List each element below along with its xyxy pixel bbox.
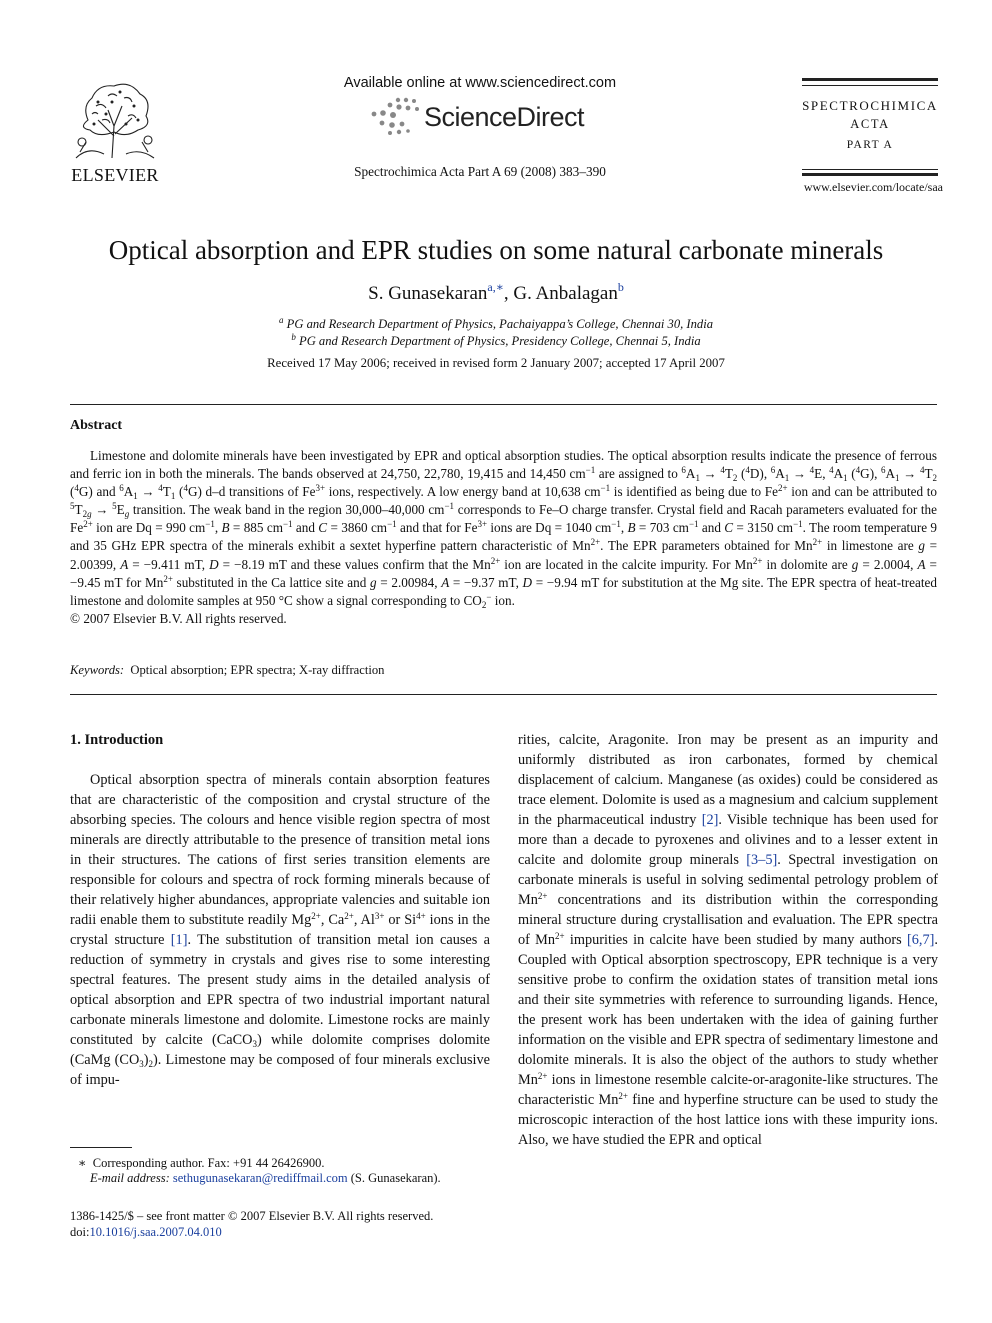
abstract-heading: Abstract (70, 418, 123, 433)
footnote-corresponding (78, 1155, 324, 1171)
elsevier-tree-icon (68, 76, 162, 160)
author-1-affiliation-mark[interactable]: a,∗ (487, 280, 504, 294)
footnote-mark: ∗ (78, 1156, 87, 1170)
article-title: Optical absorption and EPR studies on some natural carbonate minerals (108, 235, 884, 265)
abstract-copyright: © 2007 Elsevier B.V. All rights reserved. (70, 610, 287, 626)
rule-below-keywords (70, 694, 937, 695)
masthead-rule-top2 (802, 85, 938, 86)
keywords-line (70, 663, 384, 678)
affiliation-b-text: PG and Research Department of Physics, Presidency College, Chennai 5, India (299, 334, 701, 348)
abstract-text: Limestone and dolomite minerals have been investigated by EPR and optical absorption studies. The optical absorption results indicate the presence of ferrous and ferric ion in both the minerals. The bands observed at 24,750, 22,780, 19,415 and 14,450 $cm^{-1}$ are assigned to $^6A_1 \to ^4T_2$ ($^4$D), $^6A_1 \to ^4E$, $^4A_1$ ($^4$G), $^6A_1 \to ^4T_2$ ($^4$G) and $^6A_1 \to ^4T_1$ ($^4$G) d–d transitions of $Fe^{3+}$ ions, respectively. A low energy band at 10,638 $cm^{-1}$ is identified as being due to $Fe^{2+}$ ion and can be attributed to $^5T_{2g} \to ^5E_g$ transition. The weak band in the region 30,000–40,000 $cm^{-1}$ corresponds to Fe–O charge transfer. Crystal field and Racah parameters evaluated for the $Fe^{2+}$ ion are Dq = 990 $cm^{-1}$, B = 885 $cm^{-1}$ and C = 3860 $cm^{-1}$ and that for $Fe^{3+}$ ions are Dq = 1040 $cm^{-1}$, B = 703 $cm^{-1}$ and C = 3150 $cm^{-1}$. The room temperature 9 and 35 GHz EPR spectra of the minerals exhibit a sextet hyperfine pattern characteristic of $Mn^{2+}$. The EPR parameters obtained for $Mn^{2+}$ in limestone are g = 2.00399, A = −9.411 mT, D = −8.19 mT and these values confirm that the $Mn^{2+}$ ion are located in the calcite impurity. For $Mn^{2+}$ in dolomite are g = 2.0004, A = −9.45 mT for $Mn^{2+}$ substituted in the Ca lattice site and g = 2.00984, A = −9.37 mT, D = −9.94 mT for substitution at the Mg site. The EPR spectra of heat-treated limestone and dolomite samples at 950 °C show a signal corresponding to $CO_2^-$ ion. (70, 448, 938, 610)
affiliation-a-mark: a (278, 315, 284, 325)
author-2: G. Anbalagan (513, 283, 618, 304)
intro-paragraph-1-continued: rities, calcite, Aragonite. Iron may be present as an impurity and uniformly distributed as iron carbonates, formed by chemical displacement of calcium. Manganese (as oxides) could be considered as trace element. Dolomite is used as a magnesium and calcium supplement in the pharmaceutical industry [2]. Visible technique has been used for more than a decade to pyroxenes and olivines and to a lesser extent in calcite and dolomite group minerals [3–5]. Spectral investigation on carbonate minerals is useful in solving sedimental petrology problem of $Mn^{2+}$ concentrations and its distribution within the corresponding mineral structure during crystallisation and evaluation. The EPR spectra of $Mn^{2+}$ impurities in calcite have been studied by many authors [6,7]. Coupled with Optical absorption spectroscopy, EPR technique is a very sensitive probe to confirm the oxidation states of transition metal ions and their site symmetries with reference to surrounding ligands. Hence, the present work has been undertaken with the idea of gaining further information on the visible and EPR spectra of sedimentary limestone and dolomite minerals. It is also the object of the authors to study whether $Mn^{2+}$ ions in limestone resemble calcite-or-aragonite-like structures. The characteristic $Mn^{2+}$ fine and hyperfine structure can be used to study the microscopic interaction of the host lattice ions with these impurity ions. Also, we have studied the EPR and optical (518, 732, 938, 1148)
author-2-affiliation-mark[interactable]: b (617, 280, 624, 294)
affiliation-b-mark: b (291, 332, 296, 342)
journal-url[interactable]: www.elsevier.com/locate/saa (803, 180, 943, 194)
email-link[interactable]: sethugunasekaran@rediffmail.com (172, 1171, 348, 1185)
intro-paragraph-1: Optical absorption spectra of minerals contain absorption features that are characteristic of the composition and crystal structure of the absorbing species. The colours and hence visible region spectra of most minerals are directly attributable to the presence of transition metal ions in their structures. The cations of first series transition elements are responsible for colours and spectra of rock forming minerals because of their relatively higher abundances, appropriate valencies and suitable ion radii enable them to substitute readily $Mg^{2+}$, $Ca^{2+}$, $Al^{3+}$ or $Si^{4+}$ ions in the crystal structure [1]. The substitution of transition metal ion causes a reduction of symmetry in crystals and gives rise to some interesting spectral features. The present study aims in the detailed analysis of optical absorption and EPR spectra of two industrial important natural carbonate minerals limestone and dolomite. Limestone rocks are mainly constituted by calcite (CaCO$_3$) while dolomite comprises dolomite (CaMg $(CO_3)_2$). Limestone may be composed of four minerals exclusive of impu- (70, 772, 490, 1088)
author-1: S. Gunasekaran (368, 283, 488, 304)
masthead-rule-bottom (802, 169, 938, 170)
doi-line (70, 1225, 222, 1240)
author-line (40, 280, 952, 305)
masthead-rule-bottom2 (802, 173, 938, 176)
sciencedirect-swoosh-icon (368, 96, 424, 136)
affiliation-a (40, 317, 952, 332)
received-dates: Received 17 May 2006; received in revised form 2 January 2007; accepted 17 April 2007 (267, 356, 725, 370)
available-online-text: Available online at www.sciencedirect.com (343, 75, 617, 91)
author-separator: , (503, 283, 514, 304)
keywords-text: Optical absorption; EPR spectra; X-ray diffraction (130, 663, 385, 677)
section-heading-introduction: 1. Introduction (70, 732, 164, 748)
journal-name-line3: PART A (846, 139, 894, 151)
email-owner: (S. Gunasekaran). (350, 1171, 441, 1185)
journal-name-line1: SPECTROCHIMICA (802, 98, 938, 113)
issn-line: 1386-1425/$ – see front matter © 2007 Elsevier B.V. All rights reserved. (70, 1209, 434, 1223)
rule-above-abstract (70, 404, 937, 405)
right-column (518, 730, 938, 1150)
email-label: E-mail address: (90, 1171, 170, 1185)
affiliation-a-text: PG and Research Department of Physics, Pachaiyappa’s College, Chennai 30, India (286, 317, 714, 331)
journal-citation: Spectrochimica Acta Part A 69 (2008) 383–390 (354, 164, 606, 179)
keywords-label: Keywords: (70, 663, 125, 677)
doi-link[interactable]: 10.1016/j.saa.2007.04.010 (89, 1225, 222, 1239)
footnote-rule (70, 1147, 132, 1148)
sciencedirect-logo (368, 96, 608, 138)
sciencedirect-wordmark: ScienceDirect (424, 102, 585, 132)
journal-name-line2: ACTA (850, 117, 890, 131)
abstract-body (70, 447, 937, 628)
doi-label: doi: (70, 1225, 90, 1239)
masthead-rule-top (802, 78, 938, 81)
elsevier-wordmark: ELSEVIER (71, 165, 159, 185)
corresponding-author-text: Corresponding author. Fax: +91 44 26426900. (92, 1156, 325, 1170)
elsevier-logo (68, 76, 162, 185)
left-column (70, 730, 490, 1090)
affiliation-b (40, 334, 952, 349)
footnote-email (90, 1171, 441, 1186)
